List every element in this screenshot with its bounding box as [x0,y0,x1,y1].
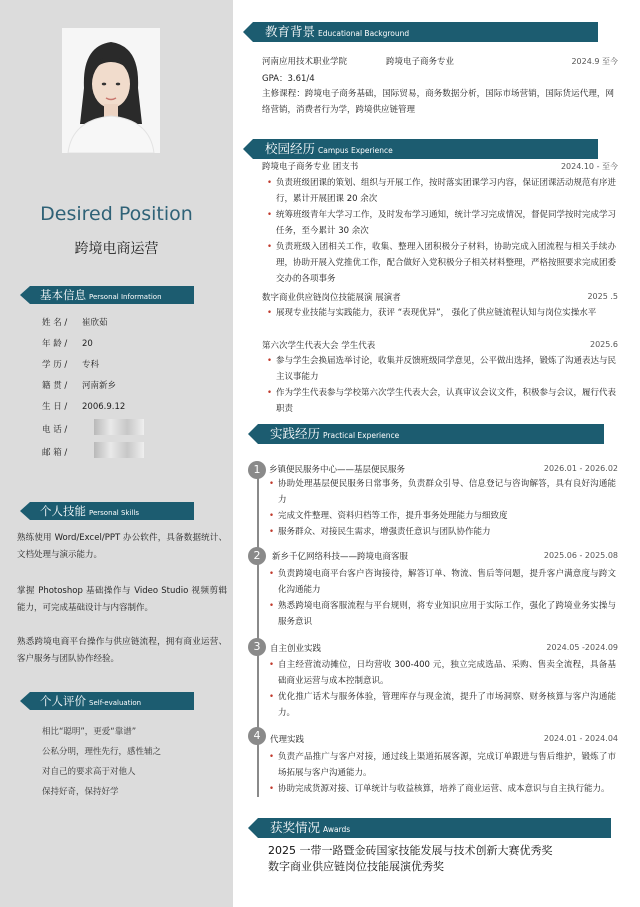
education-heading [253,22,598,42]
basic-info-heading-text: 基本信息 [40,288,86,302]
education-date: 2024.9 至今 [571,57,618,66]
campus-bullet: • 参与学生会换届选举讨论，收集并反馈班级同学意见，公平做出选择，锻炼了沟通表达与民主议事能力 [266,353,616,385]
practice-bullet: • 协助处理基层便民服务日常事务，负责群众引导、信息登记与咨询解答，具有良好沟通能力 [268,476,616,508]
campus-bullet: • 负责班级入团相关工作，收集、整理入团积极分子材料，协助完成入团流程与相关手续办理，协助开展入党推优工作，配合做好入党积极分子相关材料整理，严格按照要求完成团委交办的各项事务 [266,239,616,287]
campus-heading-en: Campus Experience [318,146,393,155]
phone-redacted [94,419,144,435]
timeline-marker: 4 [248,727,266,745]
info-row-age [42,337,93,349]
info-label: 学 历 / [42,360,68,370]
desired-position-label: Desired Position [40,203,193,225]
basic-info-heading-en: Personal Information [89,293,162,301]
info-value: 2006.9.12 [82,402,126,412]
practice-bullet: • 负责跨境电商平台客户咨询接待，解答订单、物流、售后等问题，提升客户满意度与跨文化沟通能力 [268,566,616,598]
info-label: 电 话 / [42,425,68,435]
evaluation-item: 相比“聪明”，更爱“靠谱” [42,727,137,737]
info-row-name [42,316,108,328]
campus-entry-title: 跨境电子商务专业 团支书 [262,162,359,172]
practice-entry-date: 2024.05 -2024.09 [546,643,618,652]
skills-heading [30,502,194,520]
awards-heading-en: Awards [323,825,351,834]
practice-bullet: • 自主经营流动摊位，日均营收 300-400 元，独立完成选品、采购、售卖全流程，具备基础商业运营与成本控制意识。 [268,657,616,689]
practice-bullet: • 熟悉跨境电商客服流程与平台规则，将专业知识应用于实际工作，强化了跨境业务实操与服务意识 [268,598,616,630]
education-heading-text: 教育背景 [265,24,316,39]
sidebar [0,0,233,907]
info-row-education [42,358,99,370]
education-courses: 主修课程：跨境电子商务基础，国际贸易，商务数据分析，国际市场营销，国际货运代理，网络营销，消费者行为学，跨境供应链管理 [262,89,614,115]
campus-bullet: • 展现专业技能与实践能力，获评 “表现优异”， 强化了供应链流程认知与岗位实操水平 [266,305,616,321]
campus-bullet: • 负责班级团课的策划、组织与开展工作，按时落实团课学习内容，保证团课活动规范有序进行，累计开展团课 20 余次 [266,175,616,207]
info-value: 河南新乡 [82,381,117,391]
education-gpa: GPA：3.61/4 [262,74,315,84]
skill-item: 熟悉跨境电商平台操作与供应链流程，拥有商业运营、客户服务与团队协作经验。 [17,637,227,664]
education-heading-en: Educational Background [318,29,410,38]
info-row-birthday [42,400,125,412]
practice-bullet: • 服务群众、对接民生需求，增强责任意识与团队协作能力 [268,524,616,540]
practice-entry-date: 2026.01 - 2026.02 [543,464,618,473]
info-value: 20 [82,339,93,349]
info-label: 生 日 / [42,402,68,412]
timeline-marker: 2 [248,547,266,565]
evaluation-heading-en: Self-evaluation [89,699,142,707]
info-value: 崔欣茹 [82,318,108,328]
job-title: 跨境电商运营 [74,241,159,257]
awards-heading-text: 获奖情况 [270,820,321,835]
practice-entry-date: 2024.01 - 2024.04 [543,734,618,743]
evaluation-heading [30,692,194,710]
campus-heading [253,139,598,159]
evaluation-item: 对自己的要求高于对他人 [42,767,136,777]
campus-entry-date: 2025.6 [590,340,618,349]
info-row-phone [42,423,82,435]
evaluation-heading-text: 个人评价 [40,694,86,708]
practice-entry-title: 自主创业实践 [270,644,322,654]
practice-entry-title: 代理实践 [270,735,305,745]
campus-bullet: • 统筹班级青年大学习工作，及时发布学习通知，统计学习完成情况，督促同学按时完成学习任务，至今累计 30 余次 [266,207,616,239]
skills-heading-en: Personal Skills [89,509,139,517]
info-label: 籍 贯 / [42,381,68,391]
info-label: 邮 箱 / [42,448,68,458]
email-redacted [94,442,144,458]
info-value: 专科 [82,360,100,370]
info-label: 姓 名 / [42,318,68,328]
practice-bullet: • 优化推广话术与服务体验，管理库存与现金流，提升了市场洞察、财务核算与客户沟通能力。 [268,689,616,721]
award-item: 2025 一带一路暨金砖国家技能发展与技术创新大赛优秀奖 [268,844,553,857]
campus-entry-title: 第六次学生代表大会 学生代表 [262,341,376,351]
education-major: 跨境电子商务专业 [386,57,455,67]
basic-info-heading [30,286,194,304]
skill-item: 掌握 Photoshop 基础操作与 Video Studio 视频剪辑能力，可完成基础设计与内容制作。 [17,586,227,613]
evaluation-item: 公私分明，理性先行，感性辅之 [42,747,162,757]
practice-bullet: • 负责产品推广与客户对接，通过线上渠道拓展客源，完成订单跟进与售后维护，锻炼了市场拓展与客户沟通能力。 [268,749,616,781]
timeline-line [257,462,259,797]
timeline-marker: 3 [248,638,266,656]
info-row-hometown [42,379,116,391]
practice-bullet: • 完成文件整理、资料归档等工作，提升事务处理能力与细致度 [268,508,616,524]
timeline-marker: 1 [248,461,266,479]
practice-bullet: • 协助完成货源对接、订单统计与收益核算，培养了商业运营、成本意识与自主执行能力。 [268,781,616,797]
practice-entry-title: 新乡千亿网络科技——跨境电商客服 [272,552,409,562]
evaluation-item: 保持好奇，保持好学 [42,787,119,797]
campus-bullet: • 作为学生代表参与学校第六次学生代表大会，认真审议会议文件，积极参与会议，履行代表职责 [266,385,616,417]
campus-entry-date: 2025 .5 [587,292,618,301]
practice-heading-text: 实践经历 [270,426,321,441]
campus-entry-date: 2024.10 - 至今 [560,162,618,171]
practice-entry-date: 2025.06 - 2025.08 [543,551,618,560]
info-label: 年 龄 / [42,339,68,349]
campus-heading-text: 校园经历 [265,141,316,156]
awards-heading [258,818,611,838]
skills-heading-text: 个人技能 [40,504,86,518]
campus-entry-title: 数字商业供应链岗位技能展演 展演者 [262,293,401,303]
award-item: 数字商业供应链岗位技能展演优秀奖 [268,860,444,873]
skill-item: 熟练使用 Word/Excel/PPT 办公软件，具备数据统计、文档处理与演示能力。 [17,533,227,560]
info-row-email [42,446,82,458]
education-school: 河南应用技术职业学院 [262,57,348,67]
profile-photo [62,28,160,153]
practice-heading [258,424,604,444]
practice-entry-title: 乡镇便民服务中心——基层便民服务 [269,465,406,475]
practice-heading-en: Practical Experience [323,431,400,440]
